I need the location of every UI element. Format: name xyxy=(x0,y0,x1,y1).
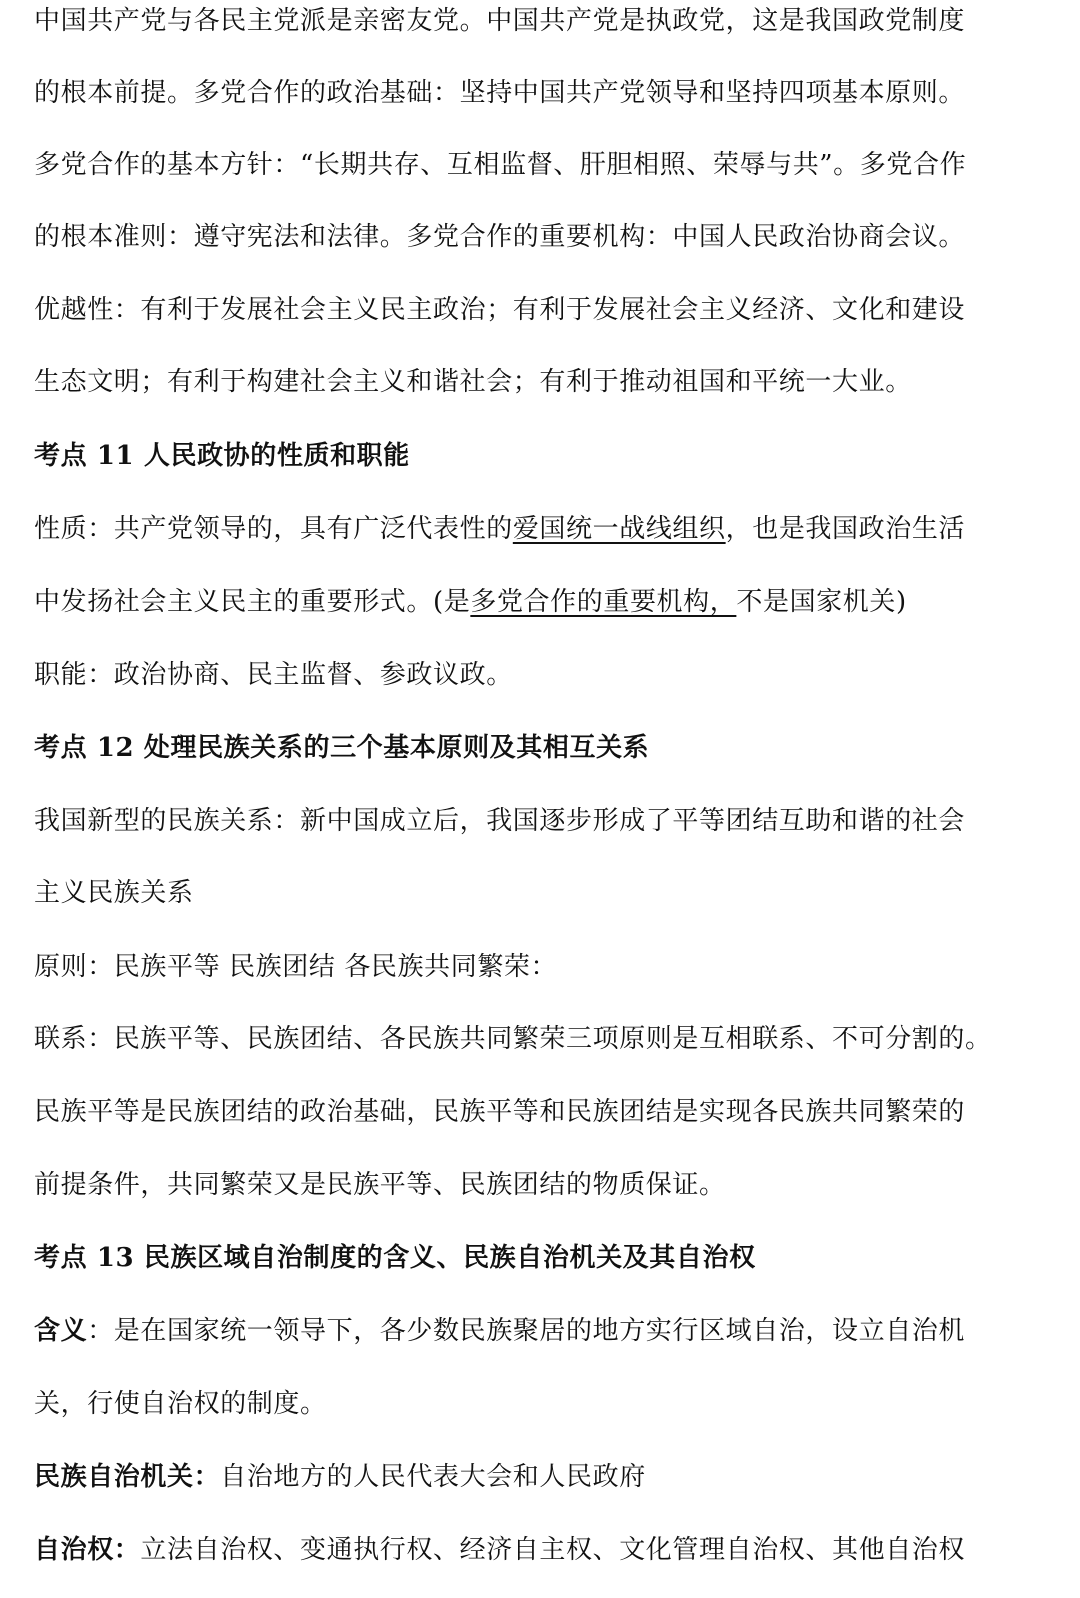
text-line: 生态文明；有利于构建社会主义和谐社会；有利于推动祖国和平统一大业。 xyxy=(34,367,912,397)
term-label: 民族自治机关： xyxy=(34,1462,221,1492)
text-line: 主义民族关系 xyxy=(34,878,194,908)
text-line: 中国共产党与各民主党派是亲密友党。中国共产党是执政党，这是我国政党制度 xyxy=(34,6,966,36)
text-line: 前提条件，共同繁荣又是民族平等、民族团结的物质保证。 xyxy=(34,1170,726,1200)
text-segment: 自治地方的人民代表大会和人民政府 xyxy=(220,1462,646,1492)
underlined-term: 多党合作的重要机构， xyxy=(470,587,737,617)
text-segment: ：是在国家统一领导下，各少数民族聚居的地方实行区域自治，设立自治机 xyxy=(87,1316,966,1346)
section-heading-13: 考点 13 民族区域自治制度的含义、民族自治机关及其自治权 xyxy=(34,1243,756,1273)
text-line: 优越性：有利于发展社会主义民主政治；有利于发展社会主义经济、文化和建设 xyxy=(34,295,966,325)
section-heading-11: 考点 11 人民政协的性质和职能 xyxy=(34,441,410,471)
term-label: 含义 xyxy=(34,1316,88,1346)
text-segment: 立法自治权、变通执行权、经济自主权、文化管理自治权、其他自治权 xyxy=(140,1535,966,1565)
text-segment: ，也是我国政治生活 xyxy=(725,514,966,544)
section-heading-12: 考点 12 处理民族关系的三个基本原则及其相互关系 xyxy=(34,733,650,763)
text-line xyxy=(34,582,1054,622)
text-line: 的根本前提。多党合作的政治基础：坚持中国共产党领导和坚持四项基本原则。 xyxy=(34,78,966,108)
text-line: 民族平等是民族团结的政治基础，民族平等和民族团结是实现各民族共同繁荣的 xyxy=(34,1097,966,1127)
text-line: 的根本准则：遵守宪法和法律。多党合作的重要机构：中国人民政治协商会议。 xyxy=(34,222,966,252)
text-line xyxy=(34,509,1054,549)
text-line: 关，行使自治权的制度。 xyxy=(34,1389,327,1419)
text-line: 多党合作的基本方针：“长期共存、互相监督、肝胆相照、荣辱与共”。多党合作 xyxy=(34,150,967,180)
text-line xyxy=(34,1530,1054,1570)
text-segment: 性质：共产党领导的，具有广泛代表性的 xyxy=(34,514,513,544)
text-line xyxy=(34,1457,1054,1497)
underlined-term: 爱国统一战线组织 xyxy=(512,514,726,544)
text-segment: 中发扬社会主义民主的重要形式。(是 xyxy=(34,587,471,617)
text-line: 联系：民族平等、民族团结、各民族共同繁荣三项原则是互相联系、不可分割的。 xyxy=(34,1024,992,1054)
text-line: 原则：民族平等 民族团结 各民族共同繁荣： xyxy=(34,952,558,982)
text-line: 我国新型的民族关系：新中国成立后，我国逐步形成了平等团结互助和谐的社会 xyxy=(34,806,966,836)
text-line xyxy=(34,1311,1054,1351)
text-line: 职能：政治协商、民主监督、参政议政。 xyxy=(34,660,513,690)
text-segment: 不是国家机关) xyxy=(736,587,907,617)
term-label: 自治权： xyxy=(34,1535,141,1565)
